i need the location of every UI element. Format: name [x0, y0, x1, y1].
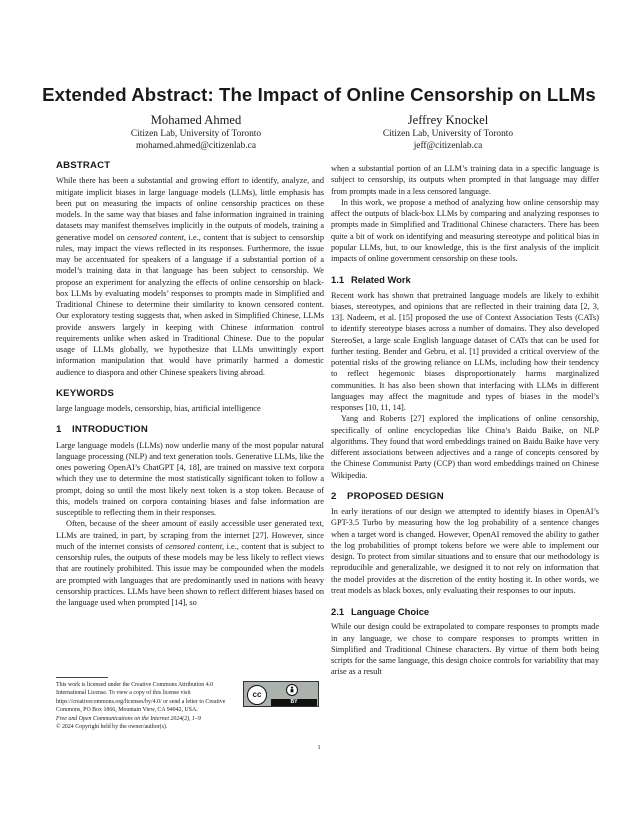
- paragraph: In early iterations of our design we attempted to identify biases in OpenAI’s GPT-3.5 Turbo by measuring how the log probability of a sentence changes when a target word is changed. However, OpenAI removed the ability to gather the log probabilities of prompt tokens before we were able to implement our design. To protect from similar situations and to ensure that our methodology is reproducible and generalizable, we designed it to not rely on information that the model provides at the discretion of the entity hosting it. In other words, we treat models as black boxes, only evaluating their responses to our inputs.: [331, 507, 599, 595]
- footnote-rule: [56, 677, 108, 678]
- author-email: mohamed.ahmed@citizenlab.ca: [135, 141, 257, 152]
- creative-commons-icon: cc: [247, 685, 267, 705]
- section-heading-language-choice: 2.1 Language Choice: [331, 606, 430, 617]
- cc-by-license-badge: [243, 681, 319, 707]
- paragraph: Often, because of the sheer amount of easily accessible user generated text, LLMs are trained, in part, by scraping from the internet [27]. However, since much of the internet consists of censored content, i.e., content that is subject to censorship rules, the outputs of these models may be less likely to reflect views that are routinely prohibited. This issue may be compounded when the models are prompted with languages that are predominantly used in nations with heavy censorship practices. LLMs have been shown to reflect different biases based on the language used when prompted [14], so: [56, 519, 324, 607]
- author-block-1: [71, 114, 321, 153]
- author-affiliation: Citizen Lab, University of Toronto: [382, 129, 514, 140]
- paper-title: Extended Abstract: The Impact of Online Censorship on LLMs: [42, 84, 596, 105]
- right-column: [331, 163, 599, 678]
- section-heading-introduction: 1 INTRODUCTION: [56, 424, 148, 436]
- paragraph: In this work, we propose a method of analyzing how online censorship may affect the outputs of black-box LLMs by comparing and analyzing responses to prompts made in Simplified and Traditional Chinese characters. There has been quite a bit of work on identifying and measuring stereotype and political bias in popular LLMs, but, to our knowledge, this is the first analysis of the implicit impacts of online government censorship on these tools.: [331, 197, 599, 263]
- left-column: [56, 160, 324, 608]
- page-number: 1: [317, 744, 321, 751]
- abstract-heading: ABSTRACT: [56, 160, 111, 171]
- venue-text: Free and Open Communications on the Internet 2024(2), 1–9: [56, 715, 201, 722]
- section-heading-proposed-design: 2 PROPOSED DESIGN: [331, 490, 444, 502]
- keywords-heading: KEYWORDS: [56, 387, 115, 399]
- paragraph: Large language models (LLMs) now underlie many of the most popular natural language processing (NLP) and text generation tools. Generative LLMs, like the ones powering OpenAI’s ChatGPT [4, 18], are trained on massive text corpora which they use to determine the most statistically significant token to follow a prompt, doing so until the most likely next token is a stop token. Because of this, models trained on corpora containing biases and false information are susceptible to reflecting them in their responses.: [56, 440, 324, 517]
- author-name: Jeffrey Knockel: [407, 113, 489, 127]
- by-label: BY: [271, 699, 317, 706]
- license-text: This work is licensed under the Creative Commons Attribution 4.0 International License. To view a copy of this license visit https://creativecommons.org/licenses/by/4.0/ or send a letter to Creative Commons, PO Box 1866, Mountain View, CA 94042, USA.: [56, 682, 226, 714]
- attribution-person-icon: [286, 684, 298, 696]
- paragraph: when a substantial portion of an LLM’s training data in a specific language is subject to censorship, its outputs when prompted in that language may differ from prompts made in a less censored language.: [331, 164, 599, 196]
- paragraph: Recent work has shown that pretrained language models are likely to exhibit biases, stereotypes, and opinions that are reflected in their training data [2, 3, 13]. Nadeem, et al. [15] proposed the use of Context Association Tests (CATs) to identify stereotype biases across a number of domains. They also developed StereoSet, a large scale English language dataset of CATs that can be used for further testing. Bender and Gebru, et al. [1] provided a critical overview of the potential risks of the growing reliance on LLMs, including how their tendency to reflect hegemonic biases disproportionately harms marginalized communities. It has also been shown that interfacing with LLMs in different languages may affect the magnitude and types of biases in the model’s responses [10, 11, 14].: [331, 290, 599, 412]
- abstract-text: While there has been a substantial and growing effort to identify, analyze, and mitigate implicit biases in large language models (LLMs), little emphasis has been put on measuring the impacts of online censorship practices on these models. In the same way that biases and false information ingrained in training datasets may manifest themselves implicitly in the outputs of models, training a generative model on censored content, i.e., content that is subject to censorship rules, may impact the views reflected in its responses. Furthermore, the issue may be accentuated for speakers of a language if a substantial portion of a model’s training data in that language has been subject to censorship. We propose an experiment for analyzing the effects of online censorship on black-box LLMs by evaluating models’ responses to prompts made in Simplified and Traditional Chinese to determine their similarity to known censored content. Our exploratory testing suggests that, when asked in Simplified Chinese, LLMs provide answers largely in keeping with Chinese information control requirements unlike when asked in Traditional Chinese. Due to the popular usage of LLMs globally, we hypothesize that LLMs unwittingly export information manipulation that would have primarily harmed a domestic audience to diaspora and other Chinese speakers living abroad.: [56, 176, 325, 377]
- license-footnote: [56, 681, 324, 731]
- author-block-2: [323, 114, 573, 153]
- section-heading-related-work: 1.1 Related Work: [331, 274, 411, 286]
- paragraph: Yang and Roberts [27] explored the implications of online censorship, specifically of online encyclopedias like China’s Baidu Baike, on NLP algorithms. They found that word embeddings trained on Baidu Baike have very different associations between adjectives and a range of concepts censored by the Chinese Communist Party (CCP) than word embeddings trained on Chinese Wikipedia.: [331, 414, 599, 480]
- keywords-text: large language models, censorship, bias, artificial intelligence: [56, 404, 261, 413]
- author-affiliation: Citizen Lab, University of Toronto: [130, 129, 262, 140]
- paragraph: While our design could be extrapolated to compare responses to prompts made in any language, we chose to compare responses to prompts written in Simplified and Traditional Chinese characters. By virtue of them both being scripts for the same language, this design choice controls for variability that may arise as a result: [331, 622, 599, 677]
- author-email: jeff@citizenlab.ca: [413, 141, 483, 152]
- copyright-text: © 2024 Copyright held by the owner/author(s).: [56, 724, 168, 731]
- author-name: Mohamed Ahmed: [150, 113, 242, 127]
